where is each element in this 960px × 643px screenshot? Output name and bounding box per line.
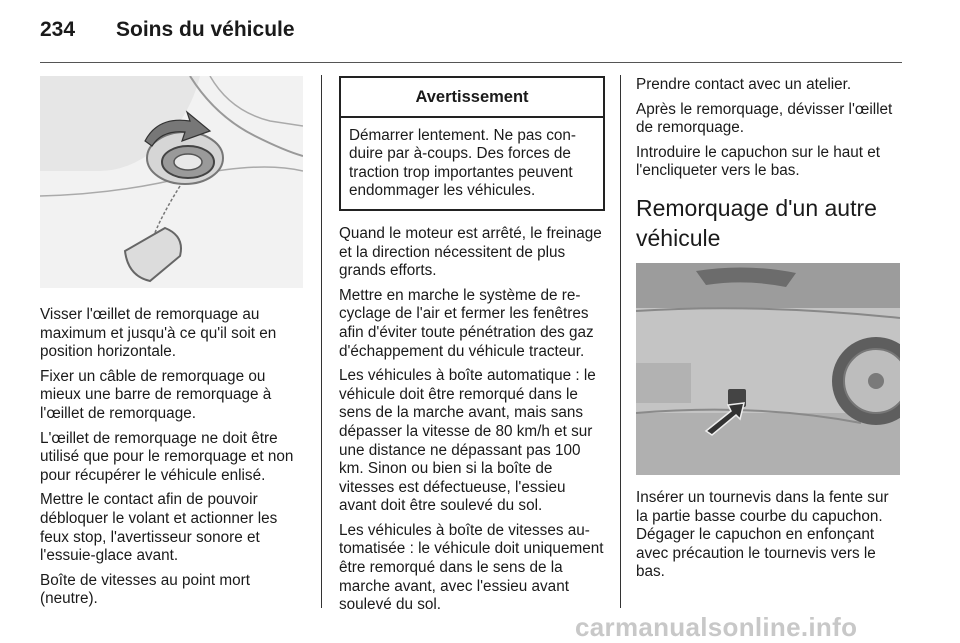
paragraph: Les véhicules à boîte de vitesses automatisée : le véhicule doit uniquement être remorqué dans le sens de la marche avant, avec l'essieu avant soulevé du sol. [339,521,604,614]
paragraph: Mettre en marche le système de recyclage de l'air et fermer les fenêtres afin d'éviter toute pénétration des gaz d'échappement du véhicule tracteur. [339,286,594,360]
towing-eye-installation-illustration [40,76,303,288]
warning-box [339,76,605,211]
warning-title: Avertissement [341,78,603,118]
section-heading: Remorquage d'un autre véhicule [636,194,877,251]
column-divider [321,75,322,608]
page-title: Soins du véhicule [116,18,295,41]
header-divider [40,62,902,63]
rear-bumper-towing-cap-photo [636,263,900,475]
paragraph: Boîte de vitesses au point mort (neutre). [40,571,251,608]
paragraph: Quand le moteur est arrêté, le freinage et la direction nécessitent de plus grands efforts. [339,224,602,280]
paragraph: Fixer un câble de remorquage ou mieux une barre de remorquage à l'œillet de remorquage. [40,367,272,422]
warning-text: Démarrer lentement. Ne pas conduire par à-coups. Des forces de traction trop importantes peuvent endommager les véhicules. [349,126,577,200]
paragraph: Mettre le contact afin de pouvoir débloquer le volant et actionner les feux stop, l'avertisseur sonore et l'essuie-glace avant. [40,491,278,565]
page-header [40,18,920,58]
watermark: carmanualsonline.info [575,612,858,642]
column-1 [40,76,306,615]
column-2 [339,76,605,621]
paragraph: Insérer un tournevis dans la fente sur la partie basse courbe du capuchon. Dégager le capuchon en enfonçant avec précaution le tournevis vers le bas. [636,488,889,581]
paragraph: Introduire le capuchon sur le haut et l'encliqueter vers le bas. [636,143,881,180]
paragraph: Les véhicules à boîte automatique : le véhicule doit être remorqué dans le sens de la marche avant, mais sans dépasser la vitesse de 80 km/h et sur une distance ne dépassant pas 100 km. Sinon ou bien si la boîte de vitesses est défectueuse, l'essieu avant doit être soulevé du sol. [339,367,596,515]
paragraph: Prendre contact avec un atelier. [636,76,852,93]
paragraph: Après le remorquage, dévisser l'œillet de remorquage. [636,100,893,137]
paragraph: L'œillet de remorquage ne doit être utilisé que pour le remorquage et non pour récupérer le véhicule enlisé. [40,429,294,484]
column-divider [620,75,621,608]
column-3 [636,76,904,588]
page-number: 234 [40,18,76,41]
paragraph: Visser l'œillet de remorquage au maximum et jusqu'à ce qu'il soit en position horizontale. [40,306,277,361]
